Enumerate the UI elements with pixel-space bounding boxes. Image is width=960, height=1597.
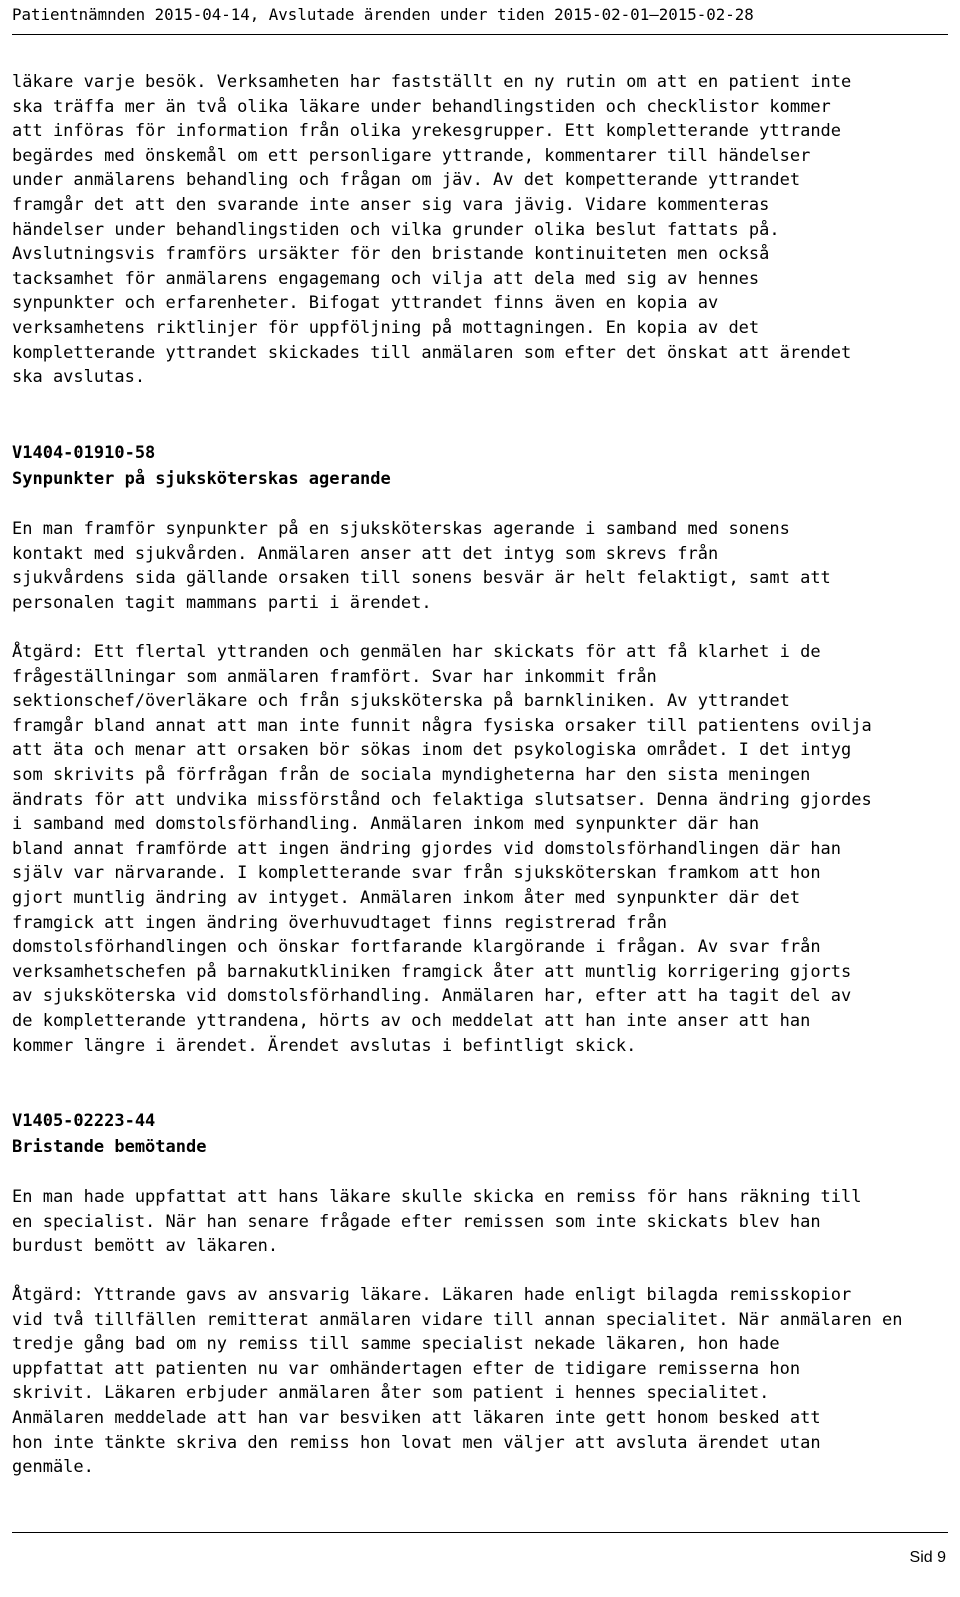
text-line: Avslutningsvis framförs ursäkter för den bristande kontinuiteten men också [12,244,770,265]
text-line: En man framför synpunkter på en sjuksköterskas agerande i samband med sonens [12,519,790,539]
text-line: själv var närvarande. I kompletterande svar från sjuksköterskan framkom att hon [12,863,821,884]
text-line: uppfattat att patienten nu var omhändertagen efter de tidigare remisserna hon [12,1358,801,1379]
text-line: burdust bemött av läkaren. [12,1236,279,1257]
text-line: Anmälaren meddelade att han var besviken att läkaren inte gett honom besked att [12,1407,821,1428]
case-description [12,1185,952,1259]
text-line: tacksamhet för anmälarens engagemang och vilja att dela med sig av hennes [12,268,760,289]
text-line: att införas för information från olika yrekesgrupper. Ett kompletterande yttrande [12,121,842,142]
text-line: ändrats för att undvika missförstånd och felaktiga slutsatser. Denna ändring gjordes [12,789,872,810]
text-line: framgick att ingen ändring överhuvudtaget finns registrerad från [12,912,668,933]
text-line: sjukvårdens sida gällande orsaken till sonens besvär är helt felaktigt, samt att [12,568,831,589]
text-line: kontakt med sjukvården. Anmälaren anser att det intyg som skrevs från [12,543,719,564]
text-line: sektionschef/överläkare och från sjuksköterska på barnkliniken. Av yttrandet [12,691,790,712]
text-line: i samband med domstolsförhandling. Anmälaren inkom med synpunkter där han [12,814,760,835]
case-id: V1405-02223-44 [12,1111,156,1131]
text-line: framgår det att den svarande inte anser sig vara jävig. Vidare kommenteras [12,194,770,215]
text-line: läkare varje besök. Verksamheten har fastställt en ny rutin om att en patient inte [12,72,852,92]
text-line: kompletterande yttrandet skickades till anmälaren som efter det önskat att ärendet [12,342,852,363]
page-number: Sid 9 [909,1549,946,1566]
text-line: som skrivits på förfrågan från de sociala myndigheterna har den sista meningen [12,764,811,785]
text-line: verksamhetschefen på barnakutkliniken framgick åter att muntlig korrigering gjorts [12,961,852,982]
text-line: gjort muntlig ändring av intyget. Anmälaren inkom åter med synpunkter där det [12,887,801,908]
case-title: Synpunkter på sjuksköterskas agerande [12,469,391,489]
text-line: personalen tagit mammans parti i ärendet. [12,592,432,613]
text-line: av sjuksköterska vid domstolsförhandling. Anmälaren har, efter att ha tagit del av [12,986,852,1007]
footer-divider [12,1532,948,1533]
text-line: begärdes med önskemål om ett personligare yttrande, kommentarer till händelser [12,145,811,166]
text-line: hon inte tänkte skriva den remiss hon lovat men väljer att avsluta ärendet utan [12,1432,821,1453]
text-line: att äta och menar att orsaken bör sökas inom det psykologiska området. I det intyg [12,740,852,761]
text-line: under anmälarens behandling och frågan om jäv. Av det kompetterande yttrandet [12,170,801,191]
text-line: kommer längre i ärendet. Ärendet avslutas i befintligt skick. [12,1035,637,1056]
text-line: händelser under behandlingstiden och vilka grunder olika beslut fattats på. [12,219,780,240]
text-line: framgår bland annat att man inte funnit några fysiska orsaker till patientens ovilja [12,715,872,736]
text-line: synpunkter och erfarenheter. Bifogat yttrandet finns även en kopia av [12,293,719,314]
intro-paragraph [12,70,952,390]
case-description [12,517,952,615]
case-id: V1404-01910-58 [12,443,156,463]
text-line: skrivit. Läkaren erbjuder anmälaren åter som patient i hennes specialitet. [12,1383,770,1404]
text-line: en specialist. När han senare frågade efter remissen som inte skickats blev han [12,1211,821,1232]
case-action [12,1283,952,1480]
header-divider [12,34,948,35]
text-line: Åtgärd: Ett flertal yttranden och genmälen har skickats för att få klarhet i de [12,642,821,662]
text-line: ska träffa mer än två olika läkare under behandlingstiden och checklistor kommer [12,96,831,117]
text-line: frågeställningar som anmälaren framfört. Svar har inkommit från [12,666,657,687]
text-line: vid två tillfällen remitterat anmälaren vidare till annan specialitet. När anmälaren en [12,1309,903,1330]
page-header: Patientnämnden 2015-04-14, Avslutade ärenden under tiden 2015-02-01—2015-02-28 [12,5,754,24]
text-line: bland annat framförde att ingen ändring gjordes vid domstolsförhandlingen där han [12,838,842,859]
text-line: En man hade uppfattat att hans läkare skulle skicka en remiss för hans räkning till [12,1187,862,1207]
text-line: verksamhetens riktlinjer för uppföljning på mottagningen. En kopia av det [12,317,760,338]
text-line: genmäle. [12,1457,94,1478]
text-line: Åtgärd: Yttrande gavs av ansvarig läkare. Läkaren hade enligt bilagda remisskopior [12,1285,852,1305]
case-action [12,640,952,1058]
text-line: tredje gång bad om ny remiss till samme specialist nekade läkaren, hon hade [12,1334,780,1355]
text-line: domstolsförhandlingen och önskar fortfarande klargörande i frågan. Av svar från [12,937,821,958]
text-line: ska avslutas. [12,367,146,388]
case-title: Bristande bemötande [12,1137,207,1157]
text-line: de kompletterande yttrandena, hörts av och meddelat att han inte anser att han [12,1010,811,1031]
